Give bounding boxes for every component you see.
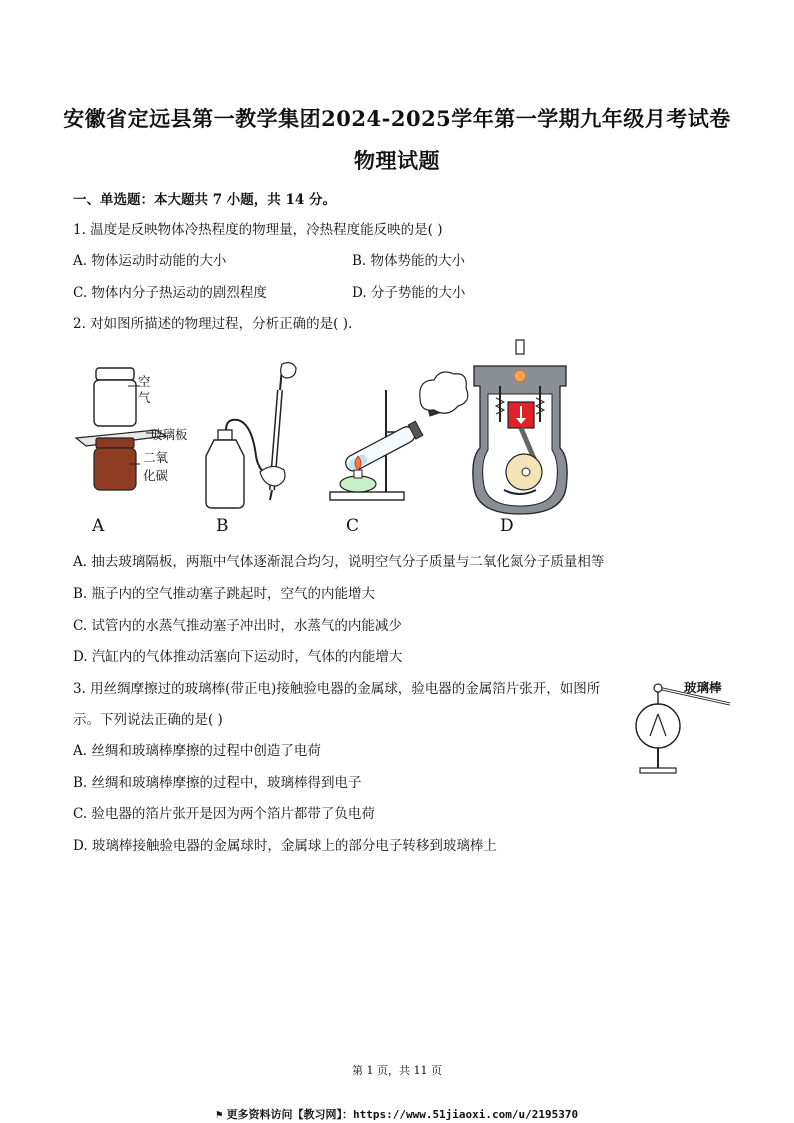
glass-rod-label: 玻璃棒 [684, 680, 722, 695]
q1-option-a: A. 物体运动时动能的大小 [73, 253, 227, 269]
q3-option-b: B. 丝绸和玻璃棒摩擦的过程中，玻璃棒得到电子 [73, 775, 362, 791]
label-air-2: 气 [138, 390, 151, 405]
q2-option-b: B. 瓶子内的空气推动塞子跳起时，空气的内能增大 [73, 586, 376, 602]
test-tube-steam-diagram [322, 358, 472, 508]
label-glass-plate: 玻璃板 [150, 427, 188, 442]
flag-icon: ⚑ [215, 1108, 223, 1121]
q3-option-c: C. 验电器的箔片张开是因为两个箔片都带了负电荷 [73, 806, 375, 822]
q3-stem-line1: 3. 用丝绸摩擦过的玻璃棒(带正电)接触验电器的金属球，验电器的金属箔片张开，如图所 [73, 681, 601, 697]
caption-b: B [216, 516, 229, 536]
q2-figure-b [196, 360, 316, 520]
q2-figure-a [70, 360, 200, 530]
q3-option-d: D. 玻璃棒接触验电器的金属球时，金属球上的部分电子转移到玻璃棒上 [73, 838, 497, 854]
caption-d: D [500, 516, 514, 536]
air-pump-bottle-diagram [196, 360, 316, 520]
q2-option-d: D. 汽缸内的气体推动活塞向下运动时，气体的内能增大 [73, 649, 403, 665]
exam-title: 安徽省定远县第一教学集团2024-2025学年第一学期九年级月考试卷 [63, 106, 731, 131]
q3-stem-line2: 示。下列说法正确的是( ) [73, 712, 223, 728]
q2-stem: 2. 对如图所描述的物理过程，分析正确的是( ). [73, 316, 353, 332]
q1-option-c: C. 物体内分子热运动的剧烈程度 [73, 285, 267, 301]
resource-ad-link[interactable] [0, 1106, 794, 1122]
q2-option-a: A. 抽去玻璃隔板，两瓶中气体逐渐混合均匀，说明空气分子质量与二氧化氮分子质量相等 [73, 554, 605, 570]
engine-cylinder-diagram [466, 338, 576, 518]
caption-a: A [92, 516, 105, 536]
q1-option-d: D. 分子势能的大小 [352, 285, 466, 301]
q2-figure-d [466, 338, 576, 518]
label-air-1: 空 [138, 374, 151, 389]
diffusion-jars-diagram [70, 360, 200, 530]
caption-c: C [346, 516, 360, 536]
label-co2-1: 二氧 [143, 450, 169, 465]
q2-option-c: C. 试管内的水蒸气推动塞子冲出时，水蒸气的内能减少 [73, 618, 402, 634]
page-number: 第 1 页，共 11 页 [352, 1064, 442, 1077]
exam-subtitle: 物理试题 [354, 148, 440, 173]
q3-option-a: A. 丝绸和玻璃棒摩擦的过程中创造了电荷 [73, 743, 321, 759]
q1-option-b: B. 物体势能的大小 [352, 253, 466, 269]
section-heading: 一、单选题：本大题共 7 小题，共 14 分。 [73, 192, 336, 208]
q2-figure-c [322, 358, 472, 508]
label-co2-2: 化碳 [143, 468, 169, 483]
q1-stem: 1. 温度是反映物体冷热程度的物理量，冷热程度能反映的是( ) [73, 222, 443, 238]
resource-ad-text: 更多资料访问【教习网】：https://www.51jiaoxi.com/u/2195370 [226, 1108, 579, 1121]
